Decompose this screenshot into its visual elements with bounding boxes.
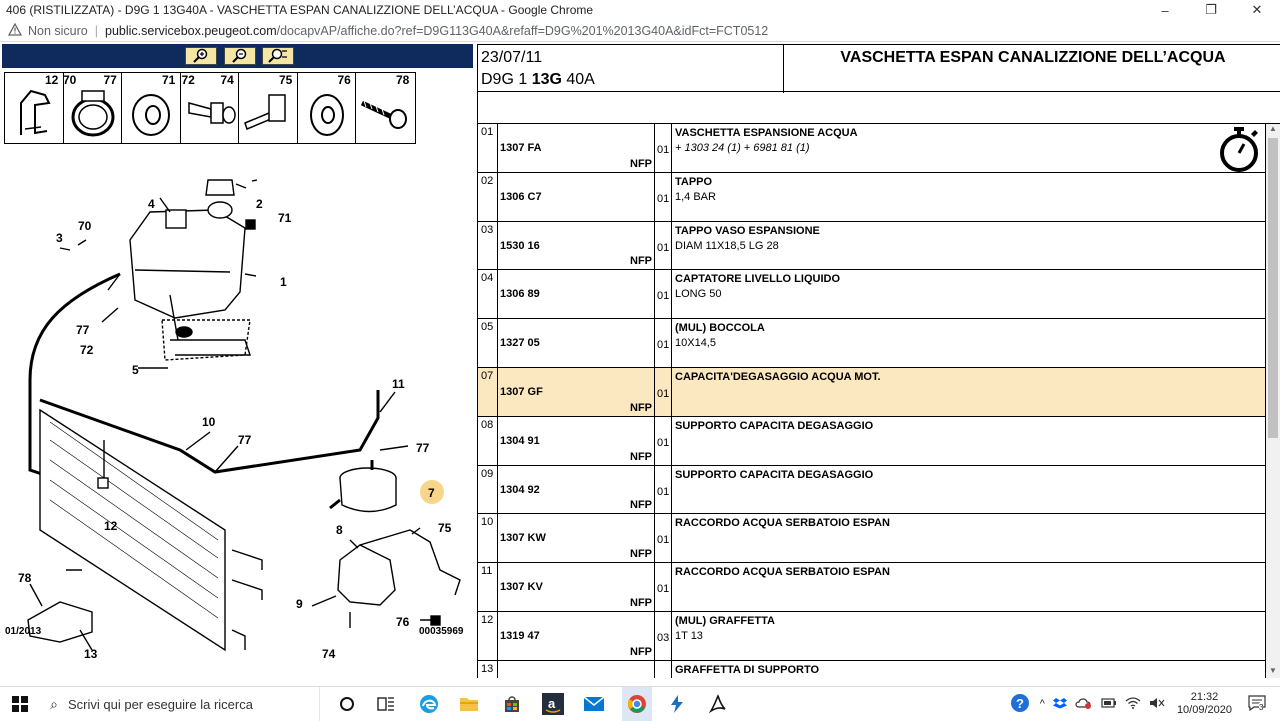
- callout-9: 9: [296, 597, 303, 611]
- dropbox-icon[interactable]: [1053, 697, 1067, 712]
- callout-72: 72: [80, 343, 94, 357]
- part-number-cell[interactable]: [498, 563, 655, 611]
- table-row[interactable]: [477, 417, 1266, 466]
- mail-icon[interactable]: [582, 692, 606, 716]
- callout-1: 1: [280, 275, 287, 289]
- row-number: 04: [478, 270, 498, 318]
- parts-table: [477, 124, 1266, 678]
- exploded-view-drawing: [0, 150, 474, 678]
- volume-icon[interactable]: [1149, 697, 1165, 712]
- callout-10: 10: [202, 415, 216, 429]
- notification-center-icon[interactable]: [1248, 695, 1266, 714]
- part-number-cell[interactable]: [498, 612, 655, 660]
- description-cell: [675, 469, 1261, 484]
- diagram-ref: 00035969: [419, 626, 464, 637]
- quantity-cell: [655, 173, 672, 221]
- part-number-cell[interactable]: [498, 661, 655, 678]
- description-cell: [675, 615, 1261, 642]
- description-cell: [675, 127, 1261, 154]
- url-path[interactable]: /docapvAP/affiche.do?ref=D9G113G40A&refaff=D9G%201%2013G40A&idFct=FCT0512: [276, 23, 769, 38]
- callout-70: 70: [78, 219, 92, 233]
- warning-icon[interactable]: [8, 23, 26, 39]
- quantity-cell: [655, 417, 672, 465]
- thumb-78[interactable]: [356, 73, 415, 143]
- maximize-button[interactable]: ❐: [1205, 2, 1217, 17]
- table-row[interactable]: [477, 563, 1266, 612]
- part-detail: + 1303 24 (1) + 6981 81 (1): [675, 142, 810, 154]
- description-cell: [675, 420, 1261, 435]
- cortana-icon[interactable]: [335, 692, 359, 716]
- taskbar-search[interactable]: [40, 687, 320, 721]
- diagram-date: 01/2013: [5, 626, 42, 637]
- part-description: RACCORDO ACQUA SERBATOIO ESPAN: [675, 566, 890, 579]
- security-label[interactable]: Non sicuro: [28, 23, 88, 38]
- part-number-cell[interactable]: [498, 514, 655, 562]
- minimize-button[interactable]: –: [1161, 2, 1169, 18]
- part-number-cell[interactable]: [498, 124, 655, 172]
- zoom-fit-icon: [266, 48, 290, 64]
- part-number[interactable]: 1307 KV: [500, 581, 543, 594]
- stopwatch-icon[interactable]: [1217, 126, 1261, 172]
- row-number: 09: [478, 466, 498, 514]
- row-number: 08: [478, 417, 498, 465]
- quantity: 03: [657, 631, 670, 644]
- part-number[interactable]: 1530 16: [500, 239, 540, 252]
- search-icon: ⌕: [50, 695, 58, 712]
- chrome-icon[interactable]: [622, 687, 652, 721]
- zoom-out-button[interactable]: [224, 47, 256, 65]
- nfp-badge: NFP: [630, 499, 652, 512]
- quantity-cell: [655, 270, 672, 318]
- nfp-badge: NFP: [630, 596, 652, 609]
- thumb-label: 78: [396, 73, 410, 87]
- thumb-72-74[interactable]: [181, 73, 240, 143]
- app-lightning-icon[interactable]: [665, 692, 689, 716]
- nfp-badge: NFP: [630, 450, 652, 463]
- callout-78: 78: [18, 571, 32, 585]
- callout-77c: 77: [416, 441, 430, 455]
- file-explorer-icon[interactable]: [457, 692, 481, 716]
- table-row[interactable]: [477, 319, 1266, 368]
- quantity-cell: [655, 466, 672, 514]
- table-row[interactable]: [477, 222, 1266, 271]
- part-number-cell[interactable]: [498, 270, 655, 318]
- part-number[interactable]: 1307 GF: [500, 385, 543, 398]
- callout-77: 77: [76, 323, 90, 337]
- window-titlebar: [0, 0, 1280, 20]
- callout-4: 4: [148, 197, 155, 211]
- row-number: 07: [478, 368, 498, 416]
- description-cell: [675, 371, 1261, 386]
- table-row[interactable]: [477, 124, 1266, 173]
- thumb-label: 74: [220, 73, 234, 87]
- table-row[interactable]: [477, 270, 1266, 319]
- parts-header: [477, 44, 1280, 92]
- svg-text:?: ?: [1015, 695, 1024, 711]
- part-number[interactable]: 1306 89: [500, 288, 540, 301]
- row-number: 12: [478, 612, 498, 660]
- callout-77b: 77: [238, 433, 252, 447]
- callout-13: 13: [84, 647, 98, 661]
- part-description: GRAFFETTA DI SUPPORTO: [675, 663, 820, 676]
- address-divider: |: [94, 23, 98, 38]
- part-number[interactable]: 1306 C7: [500, 190, 542, 203]
- header-code: D9G 1 13G 40A: [481, 71, 595, 88]
- windows-logo-icon: [12, 696, 28, 712]
- thumb-label: 77: [103, 73, 117, 87]
- scrollbar-thumb[interactable]: [1268, 138, 1278, 438]
- row-number: 10: [478, 514, 498, 562]
- amazon-icon[interactable]: [541, 692, 565, 716]
- quantity: 01: [657, 436, 670, 449]
- wifi-icon[interactable]: [1125, 697, 1141, 712]
- table-row[interactable]: [477, 612, 1266, 661]
- thumb-77[interactable]: [64, 73, 123, 143]
- thumb-71[interactable]: [122, 73, 181, 143]
- quantity: 01: [657, 534, 670, 547]
- description-cell: [675, 322, 1261, 349]
- description-cell: [675, 517, 1261, 532]
- quantity: 01: [657, 241, 670, 254]
- quantity-cell: [655, 319, 672, 367]
- notification-count: 3: [1259, 702, 1264, 712]
- quantity: 01: [657, 485, 670, 498]
- window-title: 406 (RISTILIZZATA) - D9G 1 13G40A - VASCHETTA ESPAN CANALIZZIONE DELL’ACQUA - Google Chrome: [6, 3, 594, 17]
- quantity-cell: [655, 612, 672, 660]
- description-cell: [675, 566, 1261, 581]
- nfp-badge: NFP: [630, 401, 652, 414]
- part-number-cell[interactable]: [498, 368, 655, 416]
- nfp-badge: NFP: [630, 645, 652, 658]
- row-number: 01: [478, 124, 498, 172]
- part-number-cell[interactable]: [498, 417, 655, 465]
- parts-pane: [477, 44, 1280, 678]
- quantity-cell: [655, 368, 672, 416]
- callout-76: 76: [396, 615, 410, 629]
- part-detail: 1,4 BAR: [675, 190, 716, 203]
- task-view-icon[interactable]: [374, 692, 398, 716]
- part-description: (MUL) BOCCOLA: [675, 322, 765, 335]
- acrobat-icon[interactable]: [706, 692, 730, 716]
- taskbar: [0, 686, 1280, 720]
- part-number[interactable]: 1319 47: [500, 629, 540, 642]
- nfp-badge: NFP: [630, 157, 652, 170]
- part-description: SUPPORTO CAPACITA DEGASAGGIO: [675, 468, 874, 481]
- callout-7: 7: [428, 486, 435, 500]
- part-number-cell[interactable]: [498, 319, 655, 367]
- quantity: 01: [657, 583, 670, 596]
- callout-71: 71: [278, 211, 292, 225]
- description-cell: [675, 225, 1261, 252]
- zoom-in-button[interactable]: [185, 47, 217, 65]
- row-number: 03: [478, 222, 498, 270]
- quantity: 01: [657, 192, 670, 205]
- table-row[interactable]: [477, 173, 1266, 222]
- accessory-thumbnails: [4, 72, 416, 144]
- thumb-12-70[interactable]: [5, 73, 77, 143]
- part-description: RACCORDO ACQUA SERBATOIO ESPAN: [675, 517, 890, 530]
- vertical-scrollbar[interactable]: [1266, 124, 1280, 678]
- part-description: VASCHETTA ESPANSIONE ACQUA: [675, 127, 858, 139]
- part-description: SUPPORTO CAPACITA DEGASAGGIO: [675, 419, 874, 432]
- part-number[interactable]: 1304 91: [500, 434, 540, 447]
- zoom-in-icon: [191, 48, 211, 64]
- nfp-badge: NFP: [630, 255, 652, 268]
- battery-icon[interactable]: [1101, 698, 1117, 711]
- part-detail: 1T 13: [675, 629, 703, 642]
- callout-2: 2: [256, 197, 263, 211]
- part-number[interactable]: 1307 KW: [500, 532, 546, 545]
- clock-date: 10/09/2020: [1176, 704, 1232, 716]
- row-number: 05: [478, 319, 498, 367]
- part-number[interactable]: 1327 05: [500, 337, 540, 350]
- part-description: (MUL) GRAFFETTA: [675, 614, 775, 627]
- description-cell: [675, 273, 1261, 300]
- store-icon[interactable]: [500, 692, 524, 716]
- part-detail: DIAM 11X18,5 LG 28: [675, 239, 779, 252]
- part-detail: 10X14,5: [675, 337, 716, 350]
- part-number-cell[interactable]: [498, 222, 655, 270]
- thumb-75[interactable]: [239, 73, 298, 143]
- quantity-cell: [655, 222, 672, 270]
- help-icon[interactable]: [1010, 693, 1030, 716]
- quantity-cell: [655, 661, 672, 678]
- description-cell: [675, 664, 1261, 678]
- part-number-cell[interactable]: [498, 173, 655, 221]
- callout-11: 11: [392, 377, 405, 391]
- thumb-76[interactable]: [298, 73, 357, 143]
- start-button[interactable]: [0, 687, 40, 721]
- url-host[interactable]: public.servicebox.peugeot.com: [105, 23, 277, 38]
- quantity: 01: [657, 387, 670, 400]
- table-row[interactable]: [477, 661, 1266, 678]
- chevron-up-icon[interactable]: ^: [1039, 698, 1045, 710]
- quantity: 01: [657, 339, 670, 352]
- clock-time: 21:32: [1190, 691, 1219, 703]
- part-detail: LONG 50: [675, 288, 722, 301]
- table-row[interactable]: [477, 368, 1266, 417]
- zoom-toolbar: [2, 44, 473, 68]
- part-description: TAPPO: [675, 175, 713, 188]
- quantity: 01: [657, 290, 670, 303]
- clock[interactable]: [1177, 691, 1232, 717]
- quantity: 01: [657, 144, 670, 156]
- header-date: 23/07/11: [481, 49, 543, 66]
- search-placeholder: Scrivi qui per eseguire la ricerca: [68, 696, 253, 712]
- zoom-out-icon: [230, 48, 250, 64]
- callout-74: 74: [322, 647, 336, 661]
- edge-icon[interactable]: [417, 692, 441, 716]
- close-button[interactable]: ✕: [1251, 2, 1263, 17]
- part-description: TAPPO VASO ESPANSIONE: [675, 224, 820, 237]
- page-title: VASCHETTA ESPAN CANALIZZIONE DELL’ACQUA: [840, 49, 1226, 66]
- part-number[interactable]: 1304 92: [500, 483, 540, 496]
- header-spacer: [477, 92, 1280, 124]
- row-number: 13: [478, 661, 498, 678]
- thumb-label: 75: [279, 73, 293, 87]
- system-tray: [1004, 687, 1280, 721]
- cloud-error-icon[interactable]: [1075, 697, 1093, 712]
- quantity-cell: [655, 563, 672, 611]
- thumb-label: 71: [162, 73, 176, 87]
- thumb-label: 72: [181, 73, 195, 87]
- thumb-label: 12: [45, 73, 59, 87]
- table-row[interactable]: [477, 466, 1266, 515]
- callout-5: 5: [132, 363, 139, 377]
- thumb-label: 70: [63, 73, 77, 87]
- callout-12: 12: [104, 519, 118, 533]
- part-description: CAPACITA'DEGASAGGIO ACQUA MOT.: [675, 370, 881, 383]
- part-number-cell[interactable]: [498, 466, 655, 514]
- zoom-reset-button[interactable]: [262, 47, 294, 65]
- part-description: CAPTATORE LIVELLO LIQUIDO: [675, 273, 840, 286]
- table-row[interactable]: [477, 514, 1266, 563]
- nfp-badge: NFP: [630, 548, 652, 561]
- diagram-pane: [0, 42, 474, 678]
- quantity-cell: [655, 514, 672, 562]
- quantity-cell: [655, 124, 672, 172]
- row-number: 02: [478, 173, 498, 221]
- row-number: 11: [478, 563, 498, 611]
- address-bar[interactable]: [0, 20, 1280, 42]
- scroll-down-arrow[interactable]: ▼: [1269, 666, 1277, 675]
- callout-3: 3: [56, 231, 63, 245]
- part-number[interactable]: 1307 FA: [500, 142, 542, 154]
- svg-text:a: a: [548, 696, 556, 711]
- scroll-up-arrow[interactable]: ▲: [1269, 124, 1277, 133]
- thumb-label: 76: [337, 73, 351, 87]
- description-cell: [675, 176, 1261, 203]
- callout-8: 8: [336, 523, 343, 537]
- callout-75: 75: [438, 521, 452, 535]
